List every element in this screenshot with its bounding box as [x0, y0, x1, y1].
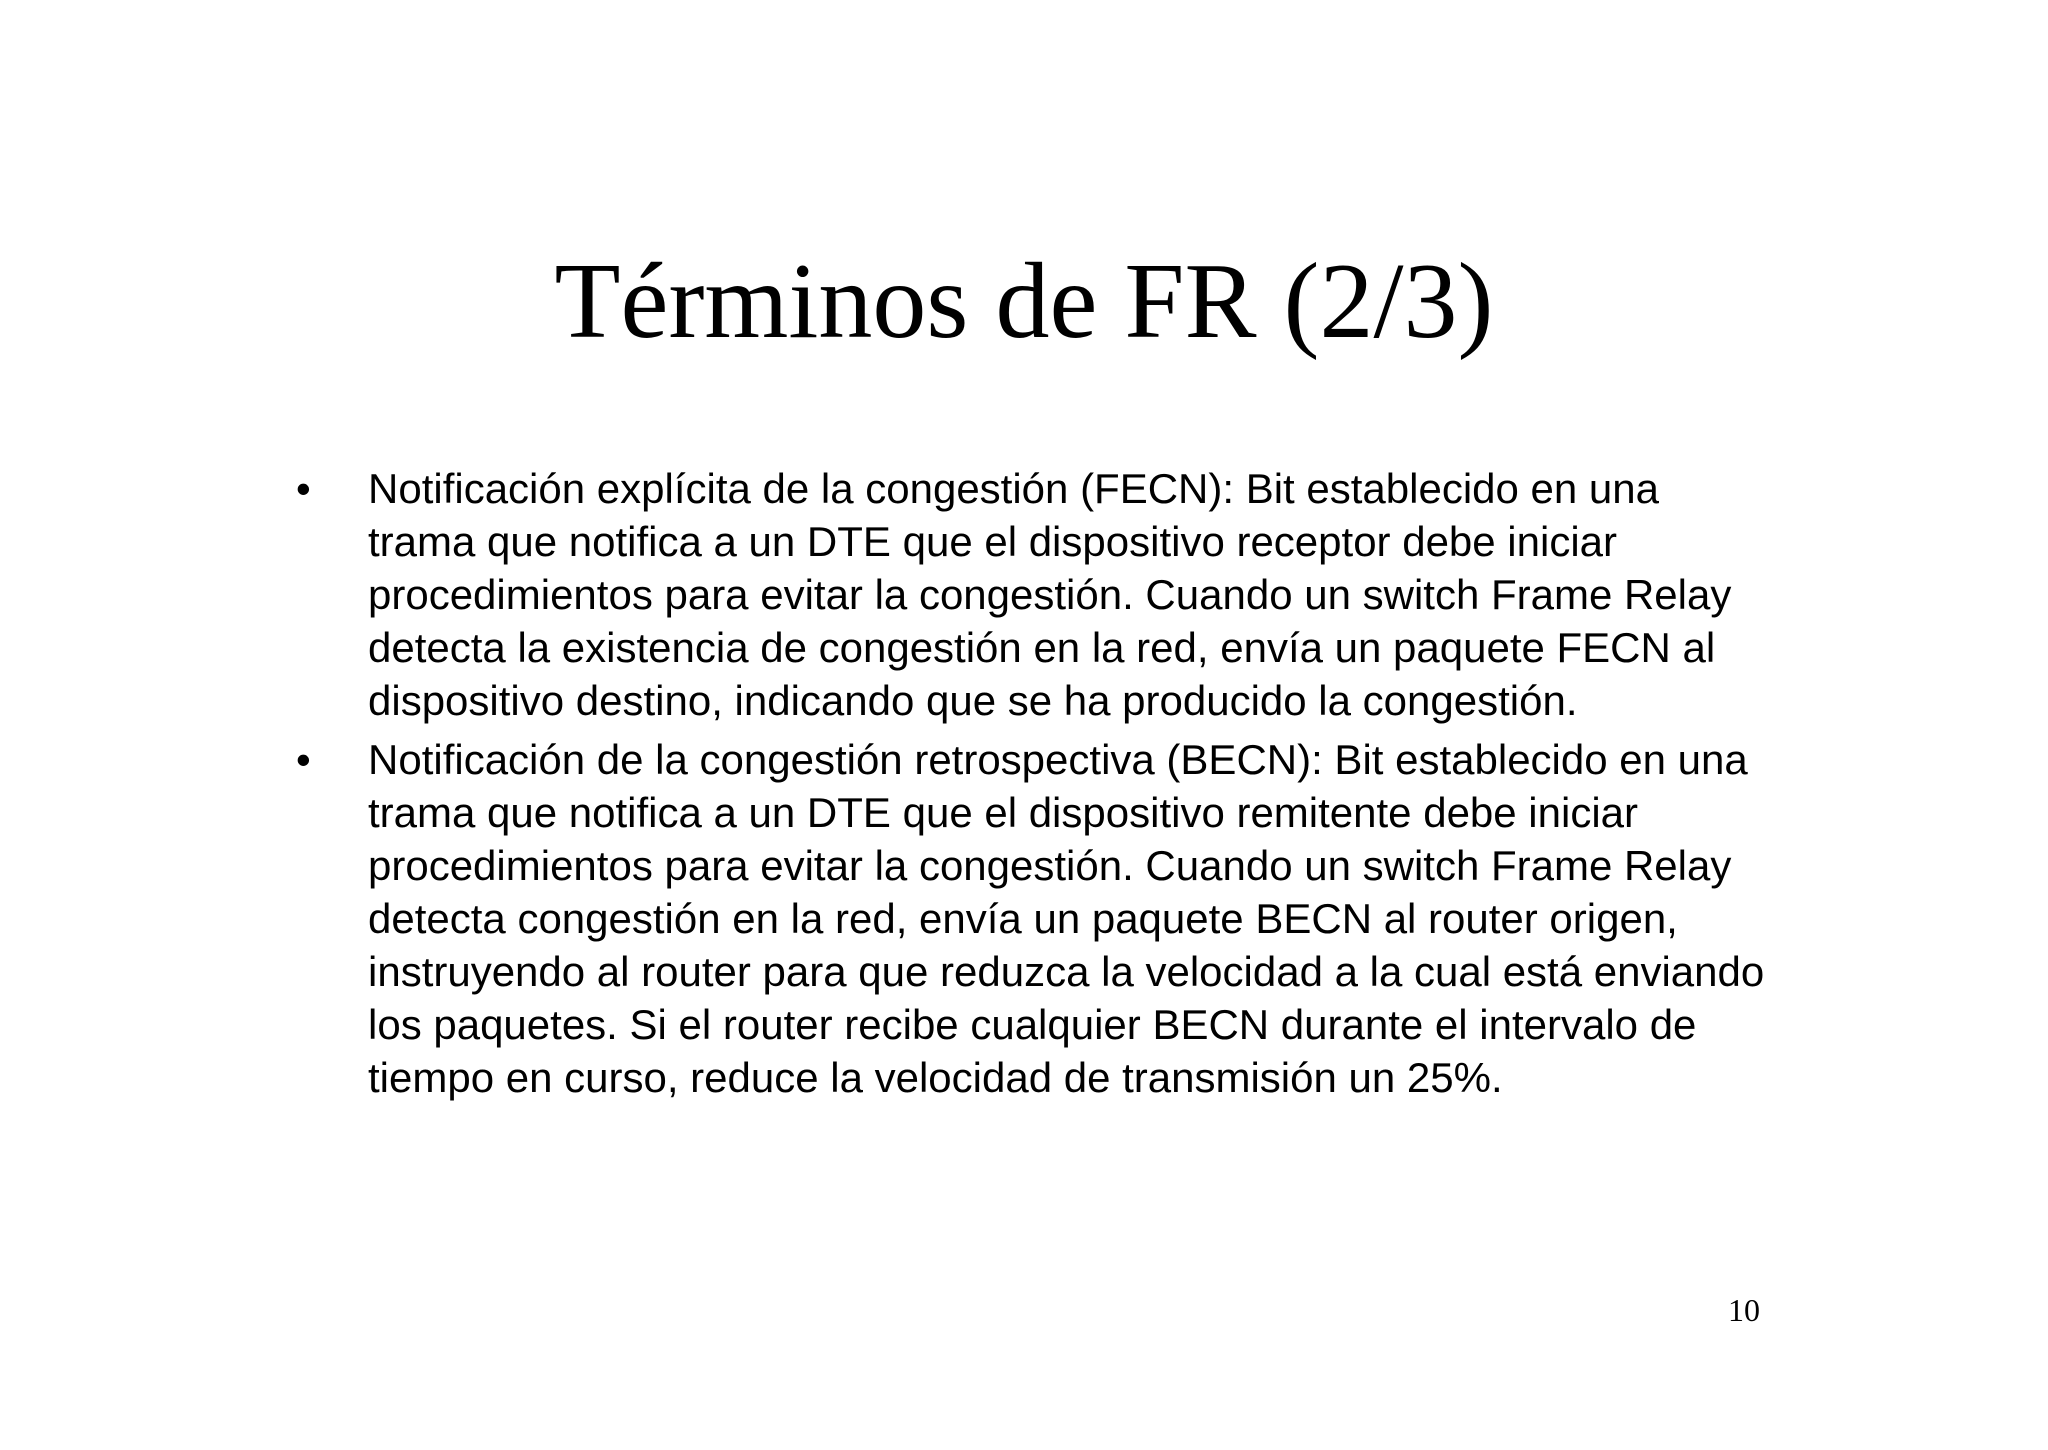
slide-title: Términos de FR (2/3): [554, 242, 1494, 361]
bullet-icon: •: [296, 465, 311, 512]
bullet-list: [296, 462, 1776, 1110]
page-number: 10: [1728, 1292, 1760, 1328]
bullet-item-becn: [296, 733, 1776, 1104]
bullet-item-fecn: [296, 462, 1776, 727]
bullet-text-becn: Notificación de la congestión retrospectiva (BECN): Bit establecido en una trama que notifica a un DTE que el dispositivo remitente debe iniciar procedimientos para evitar la congestión. Cuando un switch Frame Relay detecta congestión en la red, envía un paquete BECN al router origen, instruyendo al router para que reduzca la velocidad a la cual está enviando los paquetes. Si el router recibe cualquier BECN durante el intervalo de tiempo en curso, reduce la velocidad de transmisión un 25%.: [368, 736, 1765, 1101]
bullet-text-fecn: Notificación explícita de la congestión (FECN): Bit establecido en una trama que notifica a un DTE que el dispositivo receptor debe iniciar procedimientos para evitar la congestión. Cuando un switch Frame Relay detecta la existencia de congestión en la red, envía un paquete FECN al dispositivo destino, indicando que se ha producido la congestión.: [368, 465, 1732, 724]
bullet-icon: •: [296, 736, 311, 783]
